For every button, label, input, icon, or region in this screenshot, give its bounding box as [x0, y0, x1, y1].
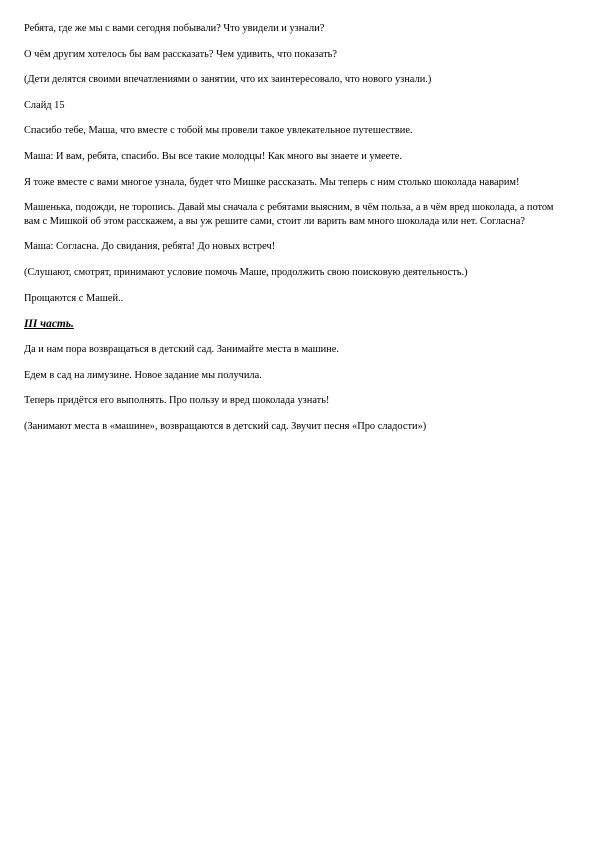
text-paragraph: Едем в сад на лимузине. Новое задание мы получила.: [24, 369, 262, 381]
dialogue-paragraph: Маша: Согласна. До свидания, ребята! До новых встреч!: [24, 241, 276, 253]
question-paragraph: Ребята, где же мы с вами сегодня побывали? Что увидели и узнали?: [24, 23, 325, 34]
stage-direction: (Занимают места в «машине», возвращаются в детский сад. Звучит песня «Про сладости»): [24, 420, 427, 432]
document-body: [24, 22, 569, 446]
stage-direction: (Дети делятся своими впечатлениями о занятии, что их заинтересовало, что нового узнали.): [24, 74, 432, 86]
section-heading: III часть.: [24, 318, 74, 331]
slide-label: Слайд 15: [24, 99, 65, 111]
text-paragraph: Машенька, подожди, не торопись. Давай мы сначала с ребятами выясним, в чём польза, а в чём вред шоколада, а потом вам с Мишкой об этом расскажем, а вы уж решите сами, стоит ли варить вам много шоколада или нет. Согласна?: [24, 202, 554, 227]
text-paragraph: Спасибо тебе, Маша, что вместе с тобой мы провели такое увлекательное путешествие.: [24, 125, 413, 137]
text-paragraph: Я тоже вместе с вами многое узнала, будет что Мишке рассказать. Мы теперь с ним столько шоколада наварим!: [24, 176, 520, 188]
text-paragraph: Теперь придётся его выполнять. Про пользу и вред шоколада узнать!: [24, 395, 330, 407]
text-paragraph: Прощаются с Машей..: [24, 292, 124, 304]
text-paragraph: Да и нам пора возвращаться в детский сад. Занимайте места в машине.: [24, 344, 339, 356]
question-paragraph: О чём другим хотелось бы вам рассказать? Чем удивить, что показать?: [24, 48, 338, 60]
dialogue-paragraph: Маша: И вам, ребята, спасибо. Вы все такие молодцы! Как много вы знаете и умеете.: [24, 150, 402, 162]
stage-direction: (Слушают, смотрят, принимают условие помочь Маше, продолжить свою поисковую деятельность.): [24, 266, 468, 278]
